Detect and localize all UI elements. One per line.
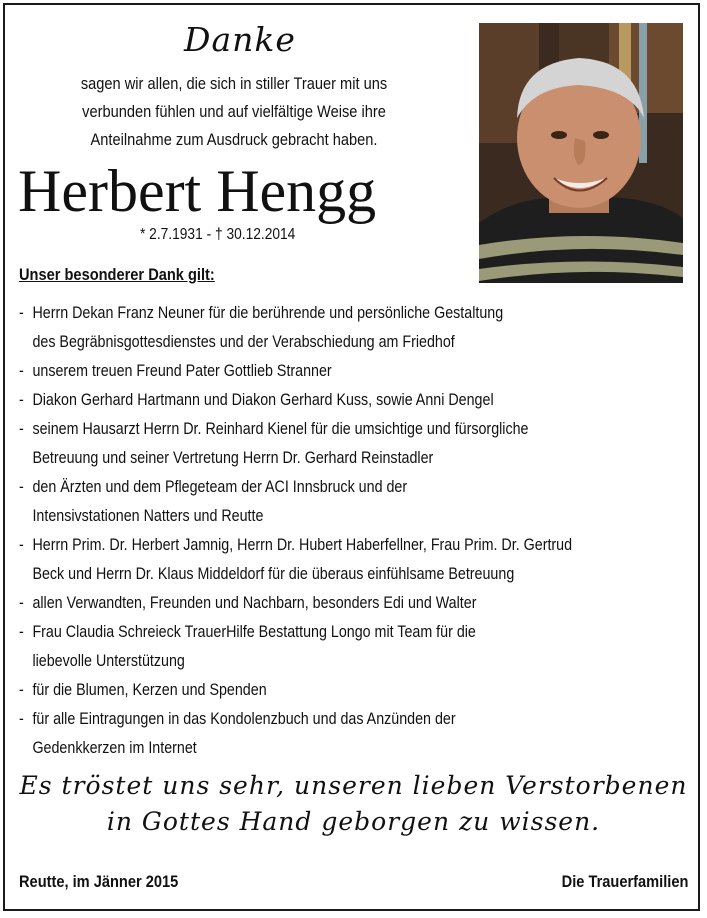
list-item bbox=[19, 414, 641, 472]
list-item bbox=[19, 530, 641, 588]
list-item-line: - unserem treuen Freund Pater Gottlieb Stranner bbox=[32, 361, 332, 380]
place-date: Reutte, im Jänner 2015 bbox=[19, 872, 179, 891]
list-item-line: - Diakon Gerhard Hartmann und Diakon Gerhard Kuss, sowie Anni Dengel bbox=[32, 390, 494, 409]
list-item bbox=[19, 385, 641, 414]
list-item-line: liebevolle Unterstützung bbox=[32, 651, 185, 670]
list-item bbox=[19, 356, 641, 385]
list-item-line: Betreuung und seiner Vertretung Herrn Dr. Gerhard Reinstadler bbox=[32, 448, 434, 467]
thanks-heading: Unser besonderer Dank gilt: bbox=[19, 265, 215, 284]
list-item bbox=[19, 675, 641, 704]
thanks-list bbox=[19, 298, 641, 762]
deceased-name: Herbert Hengg bbox=[18, 158, 377, 224]
closing-verse bbox=[0, 768, 707, 840]
list-item-line: - für alle Eintragungen in das Kondolenzbuch und das Anzünden der bbox=[32, 709, 456, 728]
intro-line: Anteilnahme zum Ausdruck gebracht haben. bbox=[90, 130, 378, 149]
list-item-line: - für die Blumen, Kerzen und Spenden bbox=[32, 680, 267, 699]
list-item-line: - seinem Hausarzt Herrn Dr. Reinhard Kienel für die umsichtige und fürsorgliche bbox=[32, 419, 529, 438]
signature: Die Trauerfamilien bbox=[561, 872, 688, 891]
list-item-line: - Herrn Dekan Franz Neuner für die berührende und persönliche Gestaltung bbox=[32, 303, 504, 322]
list-item bbox=[19, 472, 641, 530]
list-item bbox=[19, 704, 641, 762]
list-item-line: Gedenkkerzen im Internet bbox=[32, 738, 197, 757]
intro-text bbox=[50, 70, 418, 154]
list-item-line: Intensivstationen Natters und Reutte bbox=[32, 506, 264, 525]
life-dates: * 2.7.1931 - † 30.12.2014 bbox=[140, 226, 296, 243]
intro-line: verbunden fühlen und auf vielfältige Weise ihre bbox=[82, 102, 386, 121]
intro-line: sagen wir allen, die sich in stiller Trauer mit uns bbox=[80, 74, 388, 93]
portrait-photo bbox=[479, 23, 683, 283]
closing-line: Es tröstet uns sehr, unseren lieben Verstorbenen bbox=[19, 771, 688, 800]
list-item-line: - Herrn Prim. Dr. Herbert Jamnig, Herrn Dr. Hubert Haberfellner, Frau Prim. Dr. Gertrud bbox=[32, 535, 573, 554]
list-item-line: des Begräbnisgottesdienstes und der Verabschiedung am Friedhof bbox=[32, 332, 455, 351]
list-item-line: - den Ärzten und dem Pflegeteam der ACI Innsbruck und der bbox=[32, 477, 408, 496]
list-item bbox=[19, 617, 641, 675]
list-item-line: - Frau Claudia Schreieck TrauerHilfe Bestattung Longo mit Team für die bbox=[32, 622, 476, 641]
list-item bbox=[19, 588, 641, 617]
closing-line: in Gottes Hand geborgen zu wissen. bbox=[106, 807, 601, 836]
notice-title: Danke bbox=[184, 20, 296, 59]
list-item-line: Beck und Herrn Dr. Klaus Middeldorf für die überaus einfühlsame Betreuung bbox=[32, 564, 515, 583]
list-item bbox=[19, 298, 641, 356]
list-item-line: - allen Verwandten, Freunden und Nachbarn, besonders Edi und Walter bbox=[32, 593, 477, 612]
